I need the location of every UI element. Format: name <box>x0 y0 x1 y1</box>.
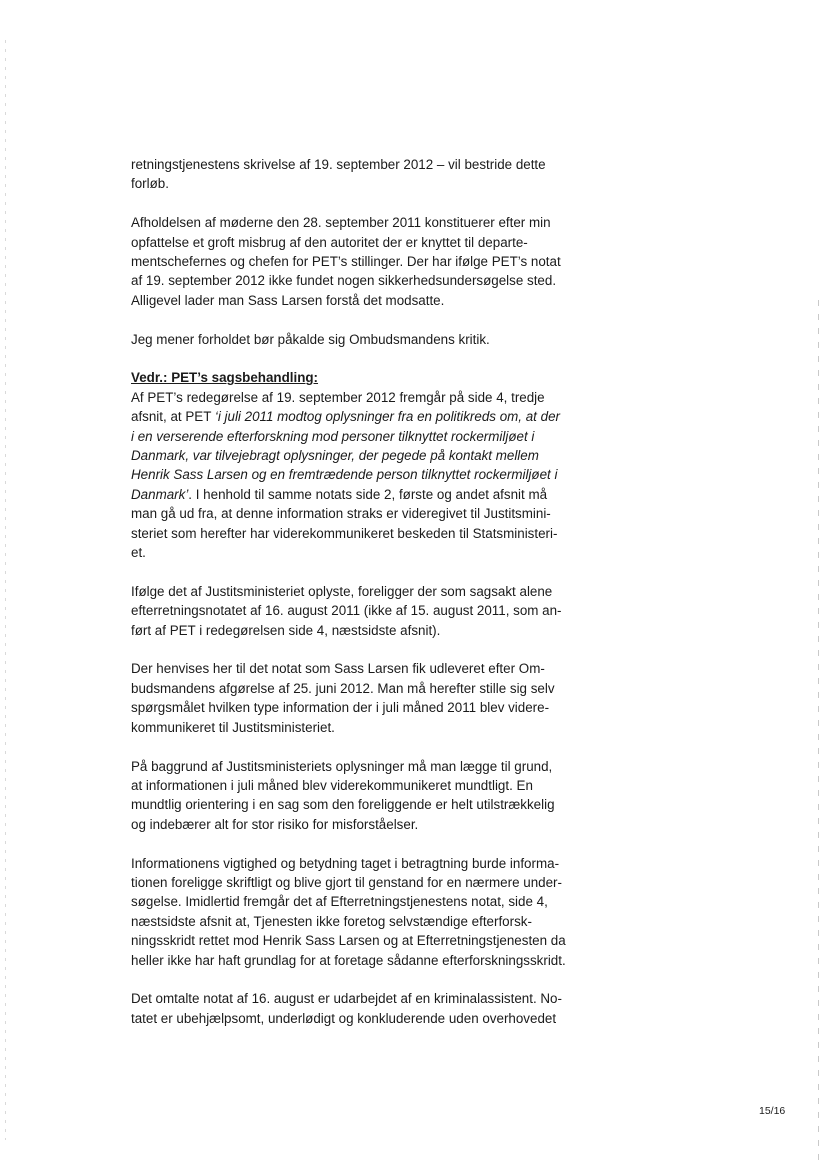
text-line: Af PET’s redegørelse af 19. september 2012 fremgår på side 4, tredje <box>131 389 545 405</box>
text-line: heller ikke har haft grundlag for at foretage sådanne efterforskningsskridt. <box>131 952 566 968</box>
text-line: Det omtalte notat af 16. august er udarbejdet af en kriminalassistent. No- <box>131 991 562 1007</box>
text-line: tionen foreligge skriftligt og blive gjort til genstand for en nærmere under- <box>131 874 562 890</box>
text-line: søgelse. Imidlertid fremgår det af Efterretningstjenestens notat, side 4, <box>131 894 548 910</box>
text-line: og indebærer alt for stor risiko for misforståelser. <box>131 816 419 832</box>
text-line: Danmark’. I henhold til samme notats side 2, første og andet afsnit må <box>131 486 548 502</box>
text-line: Jeg mener forholdet bør påkalde sig Ombudsmandens kritik. <box>131 331 490 347</box>
text-line: På baggrund af Justitsministeriets oplysninger må man lægge til grund, <box>131 758 553 774</box>
paragraph <box>131 213 601 310</box>
text-line: retningstjenestens skrivelse af 19. september 2012 – vil bestride dette <box>131 157 546 172</box>
text-line: at informationen i juli måned blev viderekommunikeret mundtligt. En <box>131 777 533 793</box>
text-line: mundtlig orientering i en sag som den foreliggende er helt utilstrækkelig <box>131 797 555 813</box>
text-line: ningsskridt rettet mod Henrik Sass Larsen og at Efterretningstjenesten da <box>131 933 566 949</box>
page-number: 15/16 <box>759 1105 786 1117</box>
text-line: Informationens vigtighed og betydning taget i betragtning burde informa- <box>131 855 560 871</box>
text-line: mentschefernes og chefen for PET’s stillinger. Der har ifølge PET’s notat <box>131 254 561 270</box>
text-line: man gå ud fra, at denne information straks er videregivet til Justitsmini- <box>131 506 551 522</box>
text-line: Alligevel lader man Sass Larsen forstå det modsatte. <box>131 292 445 308</box>
paragraph <box>131 659 601 737</box>
text-line: opfattelse et groft misbrug af den autoritet der er knyttet til departe- <box>131 234 528 250</box>
section-heading: Vedr.: PET’s sagsbehandling: <box>131 370 319 386</box>
text-line: Ifølge det af Justitsministeriet oplyste, foreligger der som sagsakt alene <box>131 583 553 599</box>
text-line: spørgsmålet hvilken type information der i juli måned 2011 blev videre- <box>131 700 550 716</box>
text-line: tatet er ubehjælpsomt, underlødigt og konkluderende uden overhovedet <box>131 1010 557 1026</box>
text-line: af 19. september 2012 ikke fundet nogen sikkerhedsundersøgelse sted. <box>131 273 557 289</box>
paragraph <box>131 155 601 194</box>
paragraph <box>131 757 601 835</box>
text-line: Henrik Sass Larsen og en fremtrædende person tilknyttet rockermiljøet i <box>131 467 558 483</box>
text-line: næstsidste afsnit at, Tjenesten ikke foretog selvstændige efterforsk- <box>131 913 532 929</box>
paragraph <box>131 330 601 349</box>
text-line: Danmark, var tilvejebragt oplysninger, der pegede på kontakt mellem <box>131 448 539 464</box>
scan-edge-right <box>818 300 819 1168</box>
paragraph <box>131 989 601 1028</box>
scan-edge-left <box>5 40 6 1140</box>
paragraph <box>131 854 601 970</box>
letter-body <box>131 155 601 1048</box>
text-line: i en verserende efterforskning mod personer tilknyttet rockermiljøet i <box>131 428 535 444</box>
text-line: kommunikeret til Justitsministeriet. <box>131 719 335 735</box>
text-line: efterretningsnotatet af 16. august 2011 (ikke af 15. august 2011, som an- <box>131 603 562 619</box>
text-line: Der henvises her til det notat som Sass Larsen fik udleveret efter Om- <box>131 661 545 677</box>
text-line: steriet som herefter har viderekommunikeret beskeden til Statsministeri- <box>131 525 558 541</box>
text-line: ført af PET i redegørelsen side 4, næstsidste afsnit). <box>131 622 441 638</box>
text-line: Afholdelsen af møderne den 28. september 2011 konstituerer efter min <box>131 215 551 231</box>
text-line: forløb. <box>131 176 169 192</box>
paragraph <box>131 582 601 640</box>
text-line: et. <box>131 545 146 561</box>
text-line: budsmandens afgørelse af 25. juni 2012. Man må herefter stille sig selv <box>131 680 555 696</box>
paragraph <box>131 368 601 562</box>
text-line: afsnit, at PET ‘i juli 2011 modtog oplysninger fra en politikreds om, at der <box>131 409 560 425</box>
